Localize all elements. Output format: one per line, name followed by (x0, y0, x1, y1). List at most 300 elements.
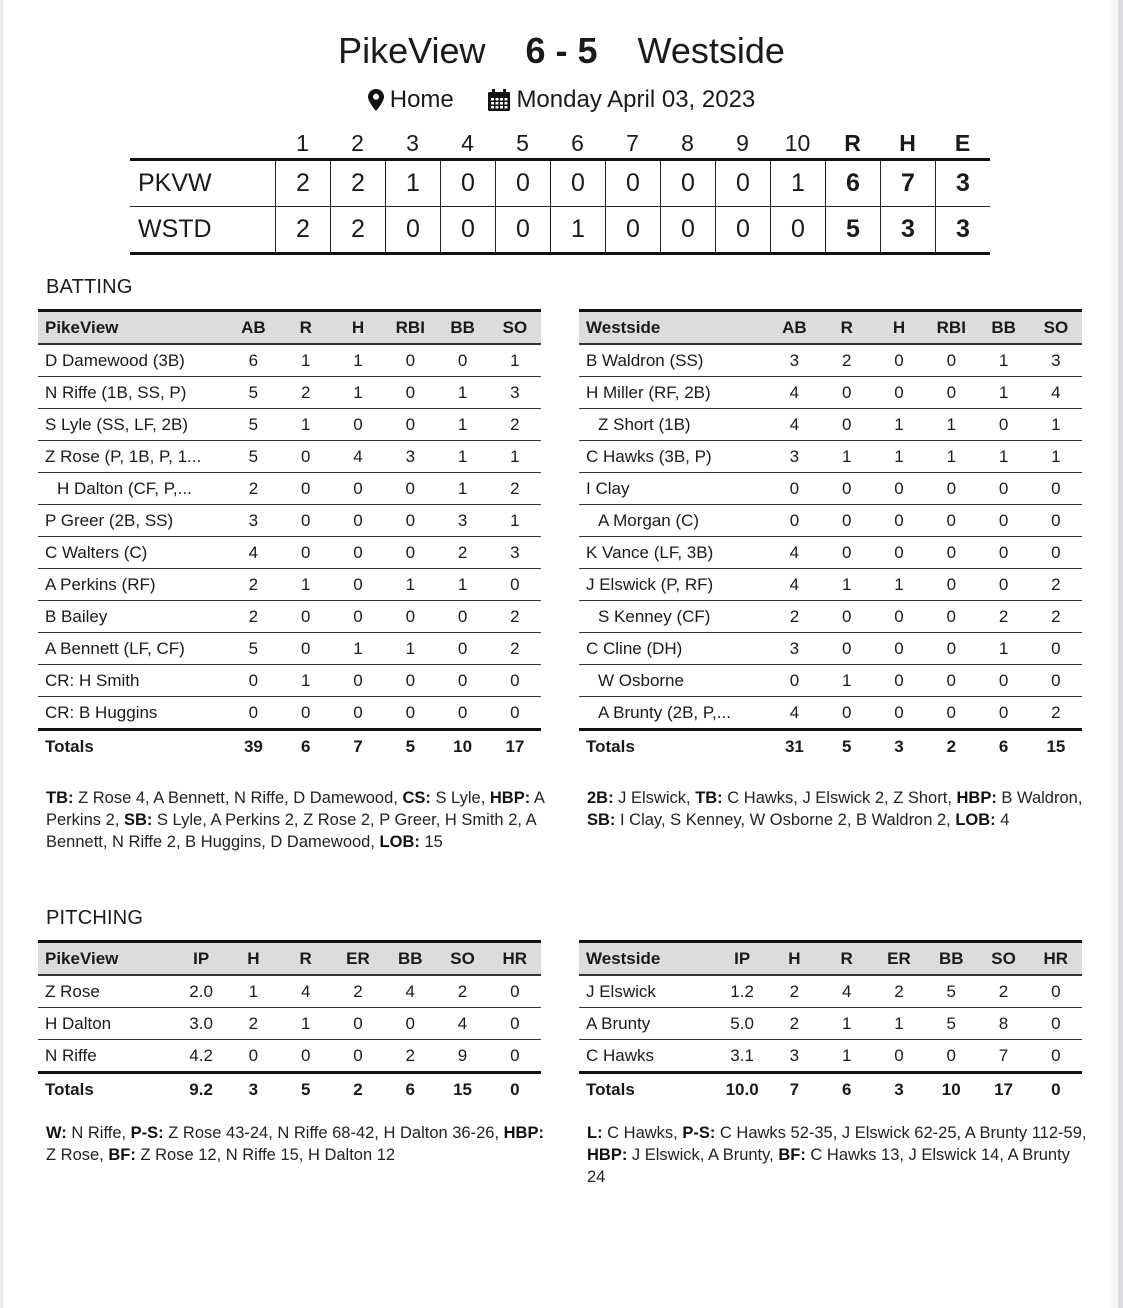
total-value: 15 (1046, 736, 1066, 756)
batting-notes-away (587, 787, 1087, 831)
stat-value: 1 (998, 446, 1009, 466)
stat-value: 0 (353, 670, 363, 690)
stat-column-header: ER (346, 948, 370, 968)
stat-value: 0 (1051, 670, 1061, 690)
note-key: HBP: (489, 789, 531, 807)
stat-value: 3.0 (189, 1013, 213, 1033)
stat-column-header: R (840, 317, 853, 337)
note-value: Z Rose 4, A Bennett, N Riffe, D Damewood, (73, 789, 403, 807)
stat-value: 2 (789, 606, 800, 626)
stat-value: 3 (789, 446, 800, 466)
stat-value: 2 (510, 414, 520, 434)
stat-value: 0 (248, 670, 259, 690)
stat-column-header: AB (782, 317, 807, 337)
stat-value: 0 (1051, 1013, 1061, 1033)
player-name: D Damewood (3B) (45, 350, 185, 370)
inning-runs: 0 (440, 161, 495, 206)
player-name: A Brunty (2B, P,... (598, 702, 731, 722)
inning-runs: 0 (715, 161, 770, 206)
batter-row (38, 697, 541, 731)
batter-row (579, 345, 1082, 377)
note-value: Z Rose 12, N Riffe 15, H Dalton 12 (135, 1146, 396, 1164)
stat-value: 4 (353, 446, 363, 466)
total-value: 15 (453, 1079, 472, 1099)
stat-value: 0 (353, 542, 363, 562)
inning-header: 9 (736, 129, 749, 156)
map-pin-icon (368, 89, 384, 111)
pitcher-row (38, 1040, 541, 1074)
pitching-section-label: PITCHING (46, 907, 144, 929)
note-key: TB: (46, 789, 74, 807)
stat-value: 0 (894, 510, 904, 530)
stat-value: 0 (894, 350, 904, 370)
player-name: A Brunty (586, 1013, 651, 1033)
batting-section-label: BATTING (46, 276, 133, 298)
stat-value: 0 (300, 606, 311, 626)
stat-value: 4 (789, 574, 800, 594)
stat-value: 4 (789, 414, 800, 434)
stat-value: 3 (457, 510, 468, 530)
inning-header: 5 (516, 129, 529, 156)
stat-value: 4 (405, 981, 415, 1001)
note-key: SB: (587, 811, 616, 829)
stat-value: 1 (353, 350, 363, 370)
stat-value: 1 (510, 510, 520, 530)
stat-value: 1 (457, 446, 468, 466)
inning-runs: 0 (495, 207, 550, 252)
stat-value: 0 (405, 670, 416, 690)
stat-value: 4 (300, 981, 311, 1001)
player-name: N Riffe (45, 1045, 97, 1065)
stat-value: 0 (353, 1013, 363, 1033)
stat-value: 2 (789, 981, 800, 1001)
batter-row (38, 601, 541, 633)
total-value: 2 (946, 736, 957, 756)
stat-column-header: H (788, 948, 801, 968)
stat-value: 0 (1051, 510, 1061, 530)
page-right-edge (1118, 0, 1123, 1308)
stat-value: 2 (248, 606, 259, 626)
inning-runs: 2 (275, 161, 330, 206)
player-name: H Dalton (CF, P,... (57, 478, 192, 498)
totals-row (38, 1074, 541, 1105)
stat-value: 0 (946, 638, 957, 658)
stat-value: 0 (353, 1045, 363, 1065)
stat-value: 2 (998, 981, 1009, 1001)
away-team-name: Westside (637, 30, 785, 71)
inning-runs: 0 (605, 161, 660, 206)
stat-value: 0 (353, 702, 363, 722)
inning-runs: 0 (770, 207, 825, 252)
inning-header: 6 (571, 129, 584, 156)
stat-value: 0 (841, 542, 852, 562)
total-value: 0 (510, 1079, 520, 1099)
stat-value: 0 (405, 510, 416, 530)
stat-value: 4 (789, 382, 800, 402)
stat-value: 1 (510, 350, 520, 370)
page-left-edge (0, 0, 3, 1308)
batter-row (579, 633, 1082, 665)
batter-row (38, 633, 541, 665)
stat-column-header: SO (450, 948, 475, 968)
team-column-header: Westside (586, 317, 661, 337)
batter-row (38, 665, 541, 697)
batter-row (579, 569, 1082, 601)
stat-value: 0 (841, 606, 852, 626)
stat-value: 0 (998, 542, 1009, 562)
player-name: W Osborne (598, 670, 684, 690)
total-value: 17 (994, 1079, 1013, 1099)
batter-row (579, 665, 1082, 697)
note-value: C Hawks 52-35, J Elswick 62-25, A Brunty 112-59, (715, 1124, 1087, 1142)
stat-column-header: SO (1043, 317, 1069, 337)
batter-row (38, 473, 541, 505)
total-value: 17 (505, 736, 525, 756)
stat-value: 1 (457, 478, 468, 498)
player-name: C Hawks (3B, P) (586, 446, 712, 466)
totals-row (579, 1074, 1082, 1105)
total-value: 3 (894, 736, 904, 756)
stat-value: 0 (946, 574, 957, 594)
note-key: SB: (123, 811, 153, 829)
stat-value: 1 (300, 1013, 311, 1033)
stat-value: 0 (300, 702, 311, 722)
inning-runs: 1 (550, 207, 605, 252)
stat-value: 5 (248, 638, 259, 658)
stat-column-header: R (299, 317, 312, 337)
total-value: 7 (353, 736, 363, 756)
stat-value: 0 (998, 574, 1009, 594)
total-value: 0 (1051, 1079, 1061, 1099)
home-team-name: PikeView (338, 30, 486, 71)
stat-value: 1 (510, 446, 520, 466)
player-name: S Kenney (CF) (598, 606, 711, 626)
team-column-header: Westside (586, 948, 661, 968)
table-header-row (38, 312, 541, 345)
stat-column-header: BB (938, 948, 964, 968)
batting-table-away (579, 309, 1082, 762)
batter-row (38, 441, 541, 473)
table-header-row (579, 943, 1082, 976)
batter-row (579, 697, 1082, 731)
stat-value: 0 (510, 670, 520, 690)
stat-value: 2 (353, 981, 363, 1001)
stat-value: 1 (353, 638, 363, 658)
totals-label: Totals (45, 1079, 94, 1099)
stat-value: 0 (405, 414, 416, 434)
stat-value: 1 (405, 574, 416, 594)
stat-value: 0 (510, 981, 520, 1001)
player-name: CR: B Huggins (45, 702, 158, 722)
stat-value: 0 (998, 510, 1009, 530)
stat-value: 0 (300, 510, 311, 530)
note-value: C Hawks, (602, 1124, 683, 1142)
note-value: I Clay, S Kenney, W Osborne 2, B Waldron 2, (615, 811, 956, 829)
note-value: C Hawks 13, J Elswick 14, A Brunty 24 (587, 1146, 1070, 1186)
player-name: J Elswick (586, 981, 656, 1001)
stat-column-header: BB (397, 948, 423, 968)
inning-runs: 0 (660, 161, 715, 206)
note-key: HBP: (956, 789, 997, 807)
page-right-shadow (1110, 0, 1118, 1308)
total-value: 2 (353, 1079, 363, 1099)
team-column-header: PikeView (45, 948, 119, 968)
stat-value: 0 (405, 478, 416, 498)
stat-value: 0 (510, 702, 520, 722)
stat-value: 4.2 (189, 1045, 213, 1065)
stat-value: 0 (946, 478, 957, 498)
total-runs: 5 (825, 207, 880, 252)
note-value: 15 (419, 833, 443, 851)
team-column-header: PikeView (45, 317, 119, 337)
stat-value: 0 (841, 382, 852, 402)
note-value: S Lyle, A Perkins 2, Z Rose 2, P Greer, H Smith 2, A Bennett, N Riffe 2, B Huggins, D Damewood, (46, 811, 536, 851)
stat-column-header: ER (887, 948, 911, 968)
player-name: B Bailey (45, 606, 108, 626)
inning-runs: 1 (385, 161, 440, 206)
stat-value: 0 (457, 638, 468, 658)
stat-value: 0 (457, 606, 468, 626)
stat-value: 0 (353, 414, 363, 434)
stat-value: 0 (894, 606, 904, 626)
stat-value: 0 (841, 414, 852, 434)
pitching-notes-away (587, 1122, 1087, 1188)
stat-value: 3 (789, 1045, 800, 1065)
stat-value: 1 (457, 382, 468, 402)
stat-value: 1 (1051, 446, 1061, 466)
total-value: 10 (453, 736, 473, 756)
total-value: 10.0 (725, 1079, 759, 1099)
stat-value: 1 (353, 382, 363, 402)
date (488, 85, 755, 115)
stat-column-header: BB (450, 317, 475, 337)
note-value: Z Rose 43-24, N Riffe 68-42, H Dalton 36-26, (163, 1124, 504, 1142)
note-key: W: (46, 1124, 67, 1142)
stat-value: 1 (841, 574, 852, 594)
stat-value: 4 (457, 1013, 468, 1033)
batter-row (579, 441, 1082, 473)
stat-value: 0 (841, 478, 852, 498)
inning-header: 2 (351, 129, 364, 156)
stat-value: 2 (510, 478, 520, 498)
batting-table-home (38, 309, 541, 762)
stat-value: 0 (946, 702, 957, 722)
total-value: 3 (248, 1079, 259, 1099)
batter-row (579, 537, 1082, 569)
stat-value: 5 (248, 382, 259, 402)
note-key: LOB: (379, 833, 420, 851)
note-key: P-S: (130, 1124, 164, 1142)
stat-value: 2 (248, 574, 259, 594)
player-name: Z Rose (45, 981, 100, 1001)
stat-value: 1.2 (730, 981, 754, 1001)
stat-value: 2 (248, 1013, 259, 1033)
total-value: 5 (300, 1079, 311, 1099)
inning-header: 10 (784, 129, 811, 156)
note-value: N Riffe, (66, 1124, 131, 1142)
note-value: J Elswick, A Brunty, (627, 1146, 779, 1164)
stat-value: 0 (353, 510, 363, 530)
stat-value: 2 (789, 1013, 800, 1033)
stat-value: 0 (894, 542, 904, 562)
stat-value: 2 (510, 606, 520, 626)
stat-value: 0 (300, 638, 311, 658)
stat-column-header: RBI (395, 317, 425, 337)
stat-value: 1 (300, 574, 311, 594)
stat-value: 0 (405, 382, 416, 402)
player-name: A Bennett (LF, CF) (45, 638, 185, 658)
player-name: CR: H Smith (45, 670, 140, 690)
stat-value: 0 (998, 478, 1009, 498)
note-key: P-S: (682, 1124, 716, 1142)
team-abbr: WSTD (138, 215, 212, 243)
stat-column-header: R (299, 948, 312, 968)
pitching-table-home (38, 940, 541, 1105)
stat-value: 0 (1051, 1045, 1061, 1065)
location-label: Home (389, 85, 454, 113)
runs-header: R (844, 129, 861, 156)
stat-value: 1 (841, 1045, 852, 1065)
player-name: J Elswick (P, RF) (586, 574, 714, 594)
stat-value: 0 (300, 478, 311, 498)
team-abbr: PKVW (138, 169, 212, 197)
stat-value: 1 (841, 1013, 852, 1033)
player-name: C Hawks (586, 1045, 655, 1065)
stat-value: 1 (300, 350, 311, 370)
stat-value: 0 (405, 542, 416, 562)
stat-value: 1 (300, 670, 311, 690)
stat-value: 0 (841, 702, 852, 722)
stat-value: 0 (510, 1013, 520, 1033)
total-value: 6 (998, 736, 1009, 756)
player-name: I Clay (586, 478, 630, 498)
stat-value: 2 (894, 981, 904, 1001)
table-header-row (38, 943, 541, 976)
player-name: C Walters (C) (45, 542, 148, 562)
calendar-icon (488, 89, 510, 111)
stat-value: 1 (841, 670, 852, 690)
stat-value: 1 (894, 446, 904, 466)
inning-runs: 0 (440, 207, 495, 252)
line-score-body (130, 158, 990, 255)
stat-value: 5 (946, 1013, 956, 1033)
stat-value: 2 (457, 542, 468, 562)
game-title (0, 28, 1123, 74)
stat-value: 7 (998, 1045, 1009, 1065)
stat-value: 1 (841, 446, 852, 466)
batter-row (38, 377, 541, 409)
game-info (0, 84, 1123, 115)
note-key: BF: (108, 1146, 136, 1164)
stat-column-header: H (892, 317, 906, 337)
stat-column-header: H (351, 317, 365, 337)
pitcher-row (579, 1040, 1082, 1074)
note-value: A Perkins 2, (46, 789, 544, 829)
pitching-notes-home (46, 1122, 546, 1166)
inning-runs: 2 (330, 161, 385, 206)
stat-value: 0 (405, 702, 416, 722)
stat-value: 1 (457, 414, 468, 434)
total-hits: 3 (880, 207, 935, 252)
note-key: CS: (402, 789, 431, 807)
total-value: 6 (841, 1079, 852, 1099)
stat-value: 4 (1051, 382, 1061, 402)
note-value: Z Rose, (46, 1146, 109, 1164)
stat-value: 0 (894, 670, 904, 690)
note-key: 2B: (587, 789, 614, 807)
stat-column-header: IP (734, 948, 751, 968)
inning-header: 4 (461, 129, 474, 156)
stat-column-header: SO (991, 948, 1016, 968)
final-score: 6 - 5 (525, 30, 598, 71)
errors-header: E (954, 129, 971, 156)
player-name: A Morgan (C) (598, 510, 700, 530)
total-errors: 3 (935, 207, 990, 252)
stat-value: 0 (946, 510, 957, 530)
stat-value: 0 (457, 350, 468, 370)
stat-value: 1 (946, 446, 957, 466)
inning-runs: 0 (660, 207, 715, 252)
batter-row (38, 569, 541, 601)
note-key: LOB: (955, 811, 996, 829)
batter-row (579, 601, 1082, 633)
stat-column-header: IP (193, 948, 210, 968)
stat-value: 4 (789, 702, 800, 722)
stat-value: 0 (353, 478, 363, 498)
pitcher-row (579, 1008, 1082, 1040)
stat-value: 9 (457, 1045, 468, 1065)
totals-label: Totals (586, 1079, 635, 1099)
stat-value: 0 (1051, 478, 1061, 498)
stat-value: 1 (405, 638, 416, 658)
stat-value: 0 (789, 670, 800, 690)
inning-header: 7 (626, 129, 639, 156)
stat-value: 1 (248, 981, 259, 1001)
note-value: C Hawks, J Elswick 2, Z Short, (722, 789, 957, 807)
batter-row (38, 537, 541, 569)
stat-value: 0 (894, 1045, 904, 1065)
stat-value: 0 (300, 542, 311, 562)
player-name: S Lyle (SS, LF, 2B) (45, 414, 188, 434)
stat-value: 0 (300, 446, 311, 466)
stat-value: 2 (248, 478, 259, 498)
stat-value: 1 (946, 414, 957, 434)
stat-value: 8 (998, 1013, 1009, 1033)
inning-header: 8 (681, 129, 694, 156)
stat-value: 1 (457, 574, 468, 594)
line-score-row (130, 161, 990, 206)
stat-value: 0 (1051, 638, 1061, 658)
stat-value: 0 (998, 670, 1009, 690)
stat-value: 0 (300, 1045, 311, 1065)
pitcher-row (579, 976, 1082, 1008)
stat-value: 2 (1051, 606, 1061, 626)
total-value: 3 (894, 1079, 904, 1099)
stat-value: 0 (1051, 542, 1061, 562)
line-score (130, 128, 990, 255)
batting-notes-home (46, 787, 546, 853)
stat-value: 0 (894, 638, 904, 658)
table-header-row (579, 312, 1082, 345)
player-name: H Miller (RF, 2B) (586, 382, 711, 402)
inning-runs: 2 (275, 207, 330, 252)
stat-value: 1 (894, 1013, 904, 1033)
stat-value: 1 (998, 350, 1009, 370)
stat-value: 5 (248, 414, 259, 434)
stat-value: 0 (405, 1013, 415, 1033)
total-value: 39 (243, 736, 263, 756)
total-value: 7 (789, 1079, 800, 1099)
